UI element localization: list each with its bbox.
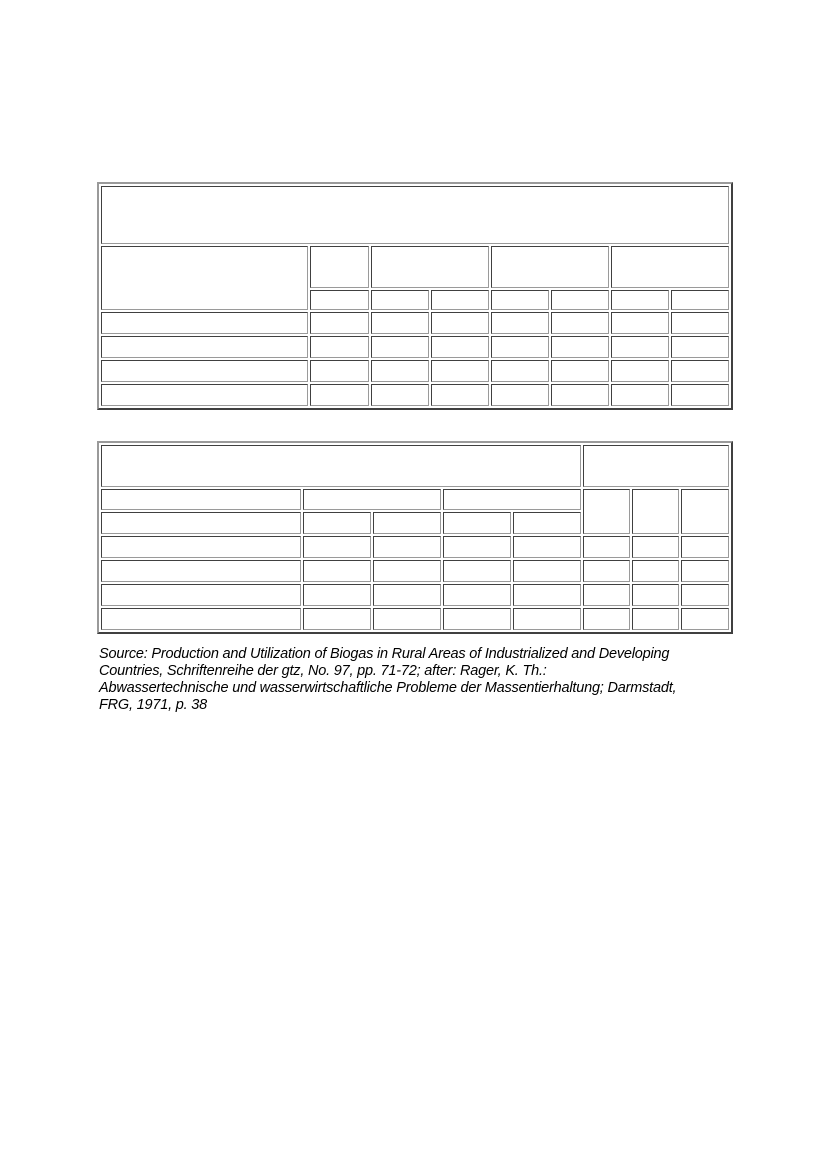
table2-title-side-cell [583,445,729,487]
table-cell [371,384,429,406]
table-cell [491,336,549,358]
source-line: Countries, Schriftenreihe der gtz, No. 97, pp. 71-72; after: Rager, K. Th.: [99,663,547,679]
table2-header-label-cell [101,489,301,510]
table1-subheader-cell [491,290,549,310]
table-cell [681,560,729,582]
table-cell [373,608,441,630]
data-table-1 [97,182,733,410]
table-cell [373,536,441,558]
table-cell [551,336,609,358]
table-cell [101,312,308,334]
table1-subheader-cell [310,290,369,310]
table-row [101,360,729,382]
table2-header-cell [583,489,630,534]
table-row [101,536,729,558]
table2-header-label-cell [101,512,301,534]
table-cell [632,608,679,630]
table2-title-cell [101,445,581,487]
table-cell [101,336,308,358]
table-cell [310,336,369,358]
table-cell [611,360,669,382]
source-line: Abwassertechnische und wasserwirtschaftliche Probleme der Massentierhaltung; Darmstadt, [99,680,677,696]
table2-subheader-cell [443,512,511,534]
table-row [101,608,729,630]
table-cell [101,584,301,606]
table-cell [431,384,489,406]
table-cell [513,560,581,582]
table-row [101,336,729,358]
table-cell [310,384,369,406]
table1-subheader-cell [671,290,729,310]
table-cell [681,536,729,558]
table-cell [310,360,369,382]
table2-header-group-cell [303,489,441,510]
table-row [101,584,729,606]
table-cell [443,584,511,606]
table-cell [632,536,679,558]
table-cell [583,608,630,630]
table-cell [513,536,581,558]
table-cell [583,584,630,606]
table-cell [681,584,729,606]
table1-header-group-cell [371,246,489,288]
table2-header-group-cell [443,489,581,510]
table-cell [611,384,669,406]
table-cell [310,312,369,334]
table-cell [551,360,609,382]
table2-header-cell [632,489,679,534]
table-cell [681,608,729,630]
table-cell [632,560,679,582]
source-line: FRG, 1971, p. 38 [99,697,208,713]
table1-header-group-cell [611,246,729,288]
table-cell [671,312,729,334]
table-cell [373,560,441,582]
table-cell [491,312,549,334]
table1-header-label-cell [101,246,308,310]
table-cell [431,336,489,358]
table2-subheader-cell [303,512,371,534]
table-cell [303,560,371,582]
source-citation [99,646,734,714]
table-cell [611,336,669,358]
table2-subheader-cell [513,512,581,534]
data-table-2 [97,441,733,634]
table-cell [101,608,301,630]
table1-header-group-cell [491,246,609,288]
table1-subheader-cell [551,290,609,310]
table-cell [671,336,729,358]
table-cell [101,384,308,406]
table-cell [443,536,511,558]
table-cell [611,312,669,334]
table-cell [583,536,630,558]
table-cell [373,584,441,606]
table1-header-cell [310,246,369,288]
table-cell [513,608,581,630]
table-cell [101,360,308,382]
table-row [101,384,729,406]
table-cell [371,312,429,334]
table2-header-cell [681,489,729,534]
table-cell [671,360,729,382]
table-cell [551,312,609,334]
table-cell [431,312,489,334]
table-cell [443,560,511,582]
table-cell [371,360,429,382]
table-row [101,312,729,334]
table2-subheader-cell [373,512,441,534]
source-line: Source: Production and Utilization of Biogas in Rural Areas of Industrialized and Developing [99,646,670,662]
table1-title-cell [101,186,729,244]
table-cell [551,384,609,406]
table-cell [303,608,371,630]
table-cell [371,336,429,358]
table-cell [671,384,729,406]
table-cell [513,584,581,606]
table-cell [101,536,301,558]
table-cell [491,360,549,382]
table-cell [303,536,371,558]
table1-subheader-cell [611,290,669,310]
table-cell [303,584,371,606]
table-cell [101,560,301,582]
table-cell [431,360,489,382]
table-row [101,560,729,582]
table-cell [443,608,511,630]
table-cell [583,560,630,582]
table1-subheader-cell [431,290,489,310]
table-cell [632,584,679,606]
table1-subheader-cell [371,290,429,310]
table-cell [491,384,549,406]
